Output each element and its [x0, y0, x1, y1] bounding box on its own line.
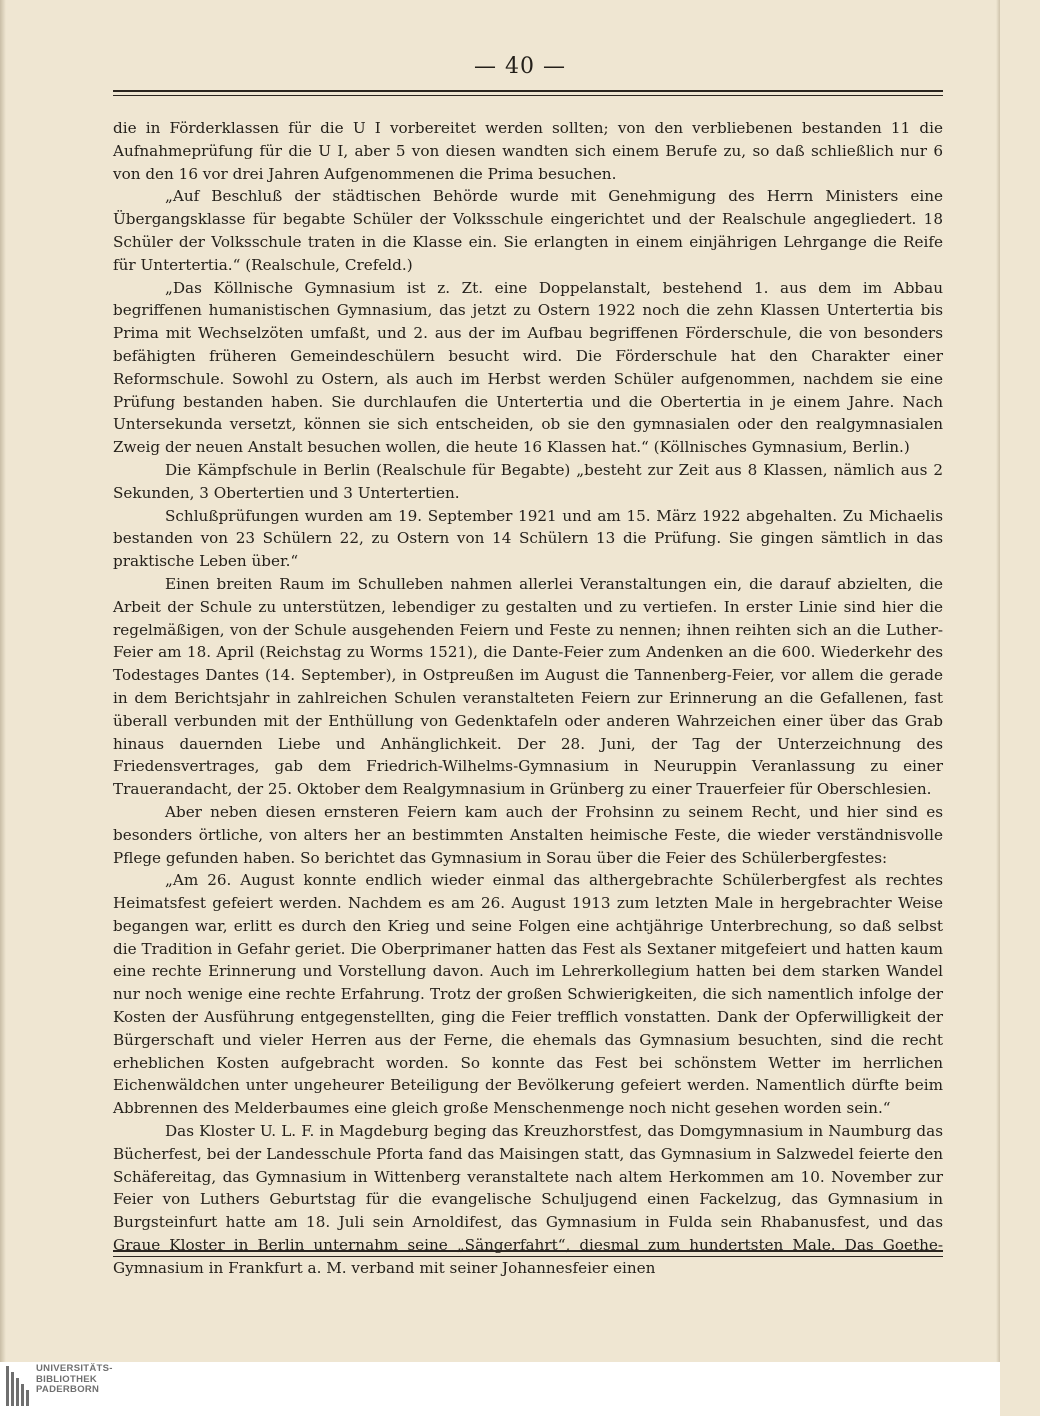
library-logo-text [36, 1364, 113, 1396]
footer-rule [113, 1250, 943, 1252]
scan-footer [0, 1362, 1000, 1416]
page-edge-right [996, 0, 1000, 1416]
paragraph: Einen breiten Raum im Schulleben nahmen allerlei Veranstaltungen ein, die darauf abzielten, die Arbeit der Schule zu unterstützen, lebendiger zu gestalten und zu vertiefen. In erster Linie sind hier die regelmäßigen, von der Schule ausgehenden Feiern und Feste zu nennen; ihnen reihten sich an die Luther-Feier am 18. April (Reichstag zu Worms 1521), die Dante-Feier zum Andenken an die 600. Wiederkehr des Todestages Dantes (14. September), in Ostpreußen im August die Tannenberg-Feier, vor allem die gerade in dem Berichtsjahr in zahlreichen Schulen veranstalteten Feiern zur Erinnerung an die Gefallenen, fast überall verbunden mit der Enthüllung von Gedenktafeln oder anderen Wahrzeichen einer über das Grab hinaus dauernden Liebe und Anhänglichkeit. Der 28. Juni, der Tag der Unterzeichnung des Friedensvertrages, gab dem Friedrich-Wilhelms-Gymnasium in Neuruppin Veranlassung zu einer Trauerandacht, der 25. Oktober dem Realgymnasium in Grünberg zu einer Trauerfeier für Oberschlesien. [113, 574, 943, 799]
library-name-line: PADERBORN [36, 1384, 100, 1395]
document-body [113, 117, 943, 1277]
paragraph: „Das Köllnische Gymnasium ist z. Zt. eine Doppelanstalt, bestehend 1. aus dem im Abbau begriffenen humanistischen Gymnasium, das jetzt zu Ostern 1922 noch die zehn Klassen Untertertia bis Prima mit Wechselzöten umfaßt, und 2. aus der im Aufbau begriffenen Förderschule, die von besonders befähigten früheren Gemeindeschülern besucht wird. Die Förderschule hat den Charakter einer Reformschule. Sowohl zu Ostern, als auch im Herbst werden Schüler aufgenommen, nachdem sie eine Prüfung bestanden haben. Sie durchlaufen die Untertertia und die Obertertia in je einem Jahre. Nach Untersekunda versetzt, können sie sich entscheiden, ob sie den gymnasialen oder den realgymnasialen Zweig der neuen Anstalt besuchen wollen, die heute 16 Klassen hat.“ (Köllnisches Gymnasium, Berlin.) [113, 278, 943, 457]
page-number: — 40 — [474, 54, 566, 79]
footer-rule-thin [113, 1256, 943, 1257]
header-rule [113, 90, 943, 92]
library-name-line: UNIVERSITÄTS- [36, 1363, 113, 1374]
page-edge-left [0, 0, 6, 1416]
paragraph: Das Kloster U. L. F. in Magdeburg beging das Kreuzhorstfest, das Domgymnasium in Naumburg das Bücherfest, bei der Landesschule Pforta fand das Maisingen statt, das Gymnasium in Salzwedel feierte den Schäfereitag, das Gymnasium in Wittenberg veranstaltete nach altem Herkommen am 10. November zur Feier von Luthers Geburtstag für die evangelische Schuljugend einen Fackelzug, das Gymnasium in Burgsteinfurt hatte am 18. Juli sein Arnoldifest, das Gymnasium in Fulda sein Rhabanusfest, und das Graue Kloster in Berlin unternahm seine „Sängerfahrt“, diesmal zum hundertsten Male. Das Goethe-Gymnasium in Frankfurt a. M. verband mit seiner Johannesfeier einen [113, 1122, 943, 1277]
paragraph: „Auf Beschluß der städtischen Behörde wurde mit Genehmigung des Herrn Ministers eine Übergangsklasse für begabte Schüler der Volksschule eingerichtet und der Realschule angegliedert. 18 Schüler der Volksschule traten in die Klasse ein. Sie erlangten in einem einjährigen Lehrgange die Reife für Untertertia.“ (Realschule, Crefeld.) [113, 187, 943, 274]
paragraph: Aber neben diesen ernsteren Feiern kam auch der Frohsinn zu seinem Recht, und hier sind es besonders örtliche, von alters her an bestimmten Anstalten heimische Feste, die wieder verständnisvolle Pflege gefunden haben. So berichtet das Gymnasium in Sorau über die Feier des Schülerbergfestes: [113, 802, 943, 867]
paragraph: Schlußprüfungen wurden am 19. September 1921 und am 15. März 1922 abgehalten. Zu Michaelis bestanden von 23 Schülern 22, zu Ostern von 14 Schülern 13 die Prüfung. Sie gingen sämtlich in das praktische Leben über.“ [113, 506, 943, 571]
library-name-line: BIBLIOTHEK [36, 1373, 98, 1385]
library-logo [6, 1364, 113, 1406]
header-rule-thin [113, 95, 943, 96]
paragraph: „Am 26. August konnte endlich wieder einmal das althergebrachte Schülerbergfest als rechtes Heimatsfest gefeiert werden. Nachdem es am 26. August 1913 zum letzten Male in hergebrachter Weise begangen war, erlitt es durch den Krieg und seine Folgen eine achtjährige Unterbrechung, so daß selbst die Tradition in Gefahr geriet. Die Oberprimaner hatten das Fest als Sextaner mitgefeiert und hatten kaum eine rechte Erinnerung und Vorstellung davon. Auch im Lehrerkollegium hatten bei dem starken Wandel nur noch wenige eine rechte Erfahrung. Trotz der großen Schwierigkeiten, die sich namentlich infolge der Kosten der Ausführung entgegenstellten, ging die Feier trefflich vonstatten. Dank der Opferwilligkeit der Bürgerschaft und vieler Herren aus der Ferne, die ehemals das Gymnasium besuchten, sind die recht erheblichen Kosten aufgebracht worden. So konnte das Fest bei schönstem Wetter im herrlichen Eichenwäldchen unter ungeheurer Beteiligung der Bevölkerung gefeiert werden. Namentlich dürfte beim Abbrennen des Melderbaumes eine gleich große Menschenmenge noch nicht gesehen worden sein.“ [113, 871, 943, 1118]
paragraph: die in Förderklassen für die U I vorbereitet werden sollten; von den verbliebenen bestanden 11 die Aufnahmeprüfung für die U I, aber 5 von diesen wandten sich einem Berufe zu, so daß schließlich nur 6 von den 16 vor drei Jahren Aufgenommenen die Prima besuchen. [113, 119, 943, 183]
library-logo-icon [6, 1366, 29, 1406]
paragraph: Die Kämpfschule in Berlin (Realschule für Begabte) „besteht zur Zeit aus 8 Klassen, nämlich aus 2 Sekunden, 3 Obertertien und 3 Untertertien. [113, 460, 943, 502]
